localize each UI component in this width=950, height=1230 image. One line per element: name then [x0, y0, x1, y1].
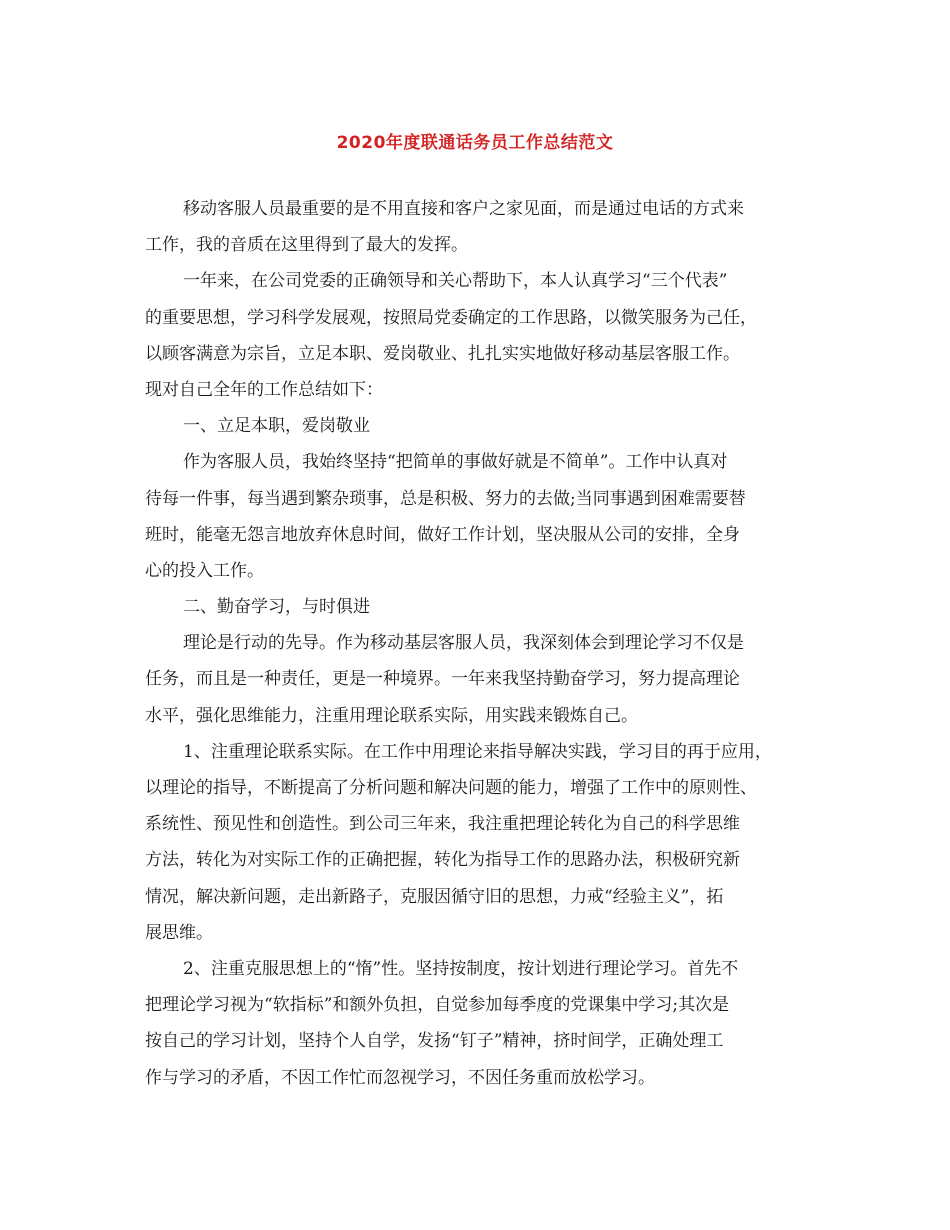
paragraph-line: 理论是行动的先导。作为移动基层客服人员，我深刻体会到理论学习不仅是 [183, 633, 744, 654]
paragraph-line: 按自己的学习计划，坚持个人自学，发扬“钉子”精神，挤时间学，正确处理工 [145, 1031, 724, 1052]
paragraph-line: 心的投入工作。 [145, 560, 264, 581]
paragraph-line: 方法，转化为对实际工作的正确把握，转化为指导工作的思路办法，积极研究新 [145, 850, 740, 871]
paragraph-line: 以理论的指导，不断提高了分析问题和解决问题的能力，增强了工作中的原则性、 [145, 778, 757, 798]
paragraph-line: 待每一件事，每当遇到繁杂琐事，总是积极、努力的去做;当同事遇到困难需要替 [145, 488, 746, 509]
paragraph-line: 一年来，在公司党委的正确领导和关心帮助下，本人认真学习“三个代表” [183, 271, 728, 292]
paragraph-line: 2、注重克服思想上的“惰”性。坚持按制度，按计划进行理论学习。首先不 [183, 958, 739, 979]
paragraph-line: 作为客服人员，我始终坚持“把简单的事做好就是不简单”。工作中认真对 [183, 452, 728, 473]
document-title: 2020年度联通话务员工作总结范文 [336, 133, 614, 153]
paragraph-line: 把理论学习视为“软指标”和额外负担，自觉参加每季度的党课集中学习;其次是 [145, 995, 730, 1016]
paragraph-line: 以顾客满意为宗旨，立足本职、爱岗敬业、扎扎实实地做好移动基层客服工作。 [145, 343, 740, 364]
paragraph-line: 工作，我的音质在这里得到了最大的发挥。 [145, 235, 468, 256]
paragraph-line: 1、注重理论联系实际。在工作中用理论来指导解决实践，学习目的再于应用， [183, 741, 772, 762]
paragraph-line: 水平，强化思维能力，注重用理论联系实际，用实践来锻炼自己。 [145, 705, 638, 726]
paragraph-line: 移动客服人员最重要的是不用直接和客户之家见面，而是通过电话的方式来 [183, 199, 744, 219]
paragraph-line: 作与学习的矛盾，不因工作忙而忽视学习，不因任务重而放松学习。 [145, 1067, 655, 1088]
section-heading: 一、立足本职，爱岗敬业 [183, 416, 370, 437]
paragraph-line: 展思维。 [145, 922, 213, 943]
paragraph-line: 班时，能毫无怨言地放弃休息时间，做好工作计划，坚决服从公司的安排，全身 [145, 524, 740, 545]
paragraph-line: 任务，而且是一种责任，更是一种境界。一年来我坚持勤奋学习，努力提高理论 [145, 669, 740, 690]
paragraph-line: 的重要思想，学习科学发展观，按照局党委确定的工作思路，以微笑服务为己任， [145, 307, 757, 328]
paragraph-line: 现对自己全年的工作总结如下： [145, 379, 383, 400]
paragraph-line: 系统性、预见性和创造性。到公司三年来，我注重把理论转化为自己的科学思维 [145, 814, 740, 835]
section-heading: 二、勤奋学习，与时俱进 [183, 597, 370, 618]
document-body [145, 191, 810, 1096]
paragraph-line: 情况，解决新问题，走出新路子，克服因循守旧的思想，力戒“经验主义”，拓 [145, 886, 724, 907]
